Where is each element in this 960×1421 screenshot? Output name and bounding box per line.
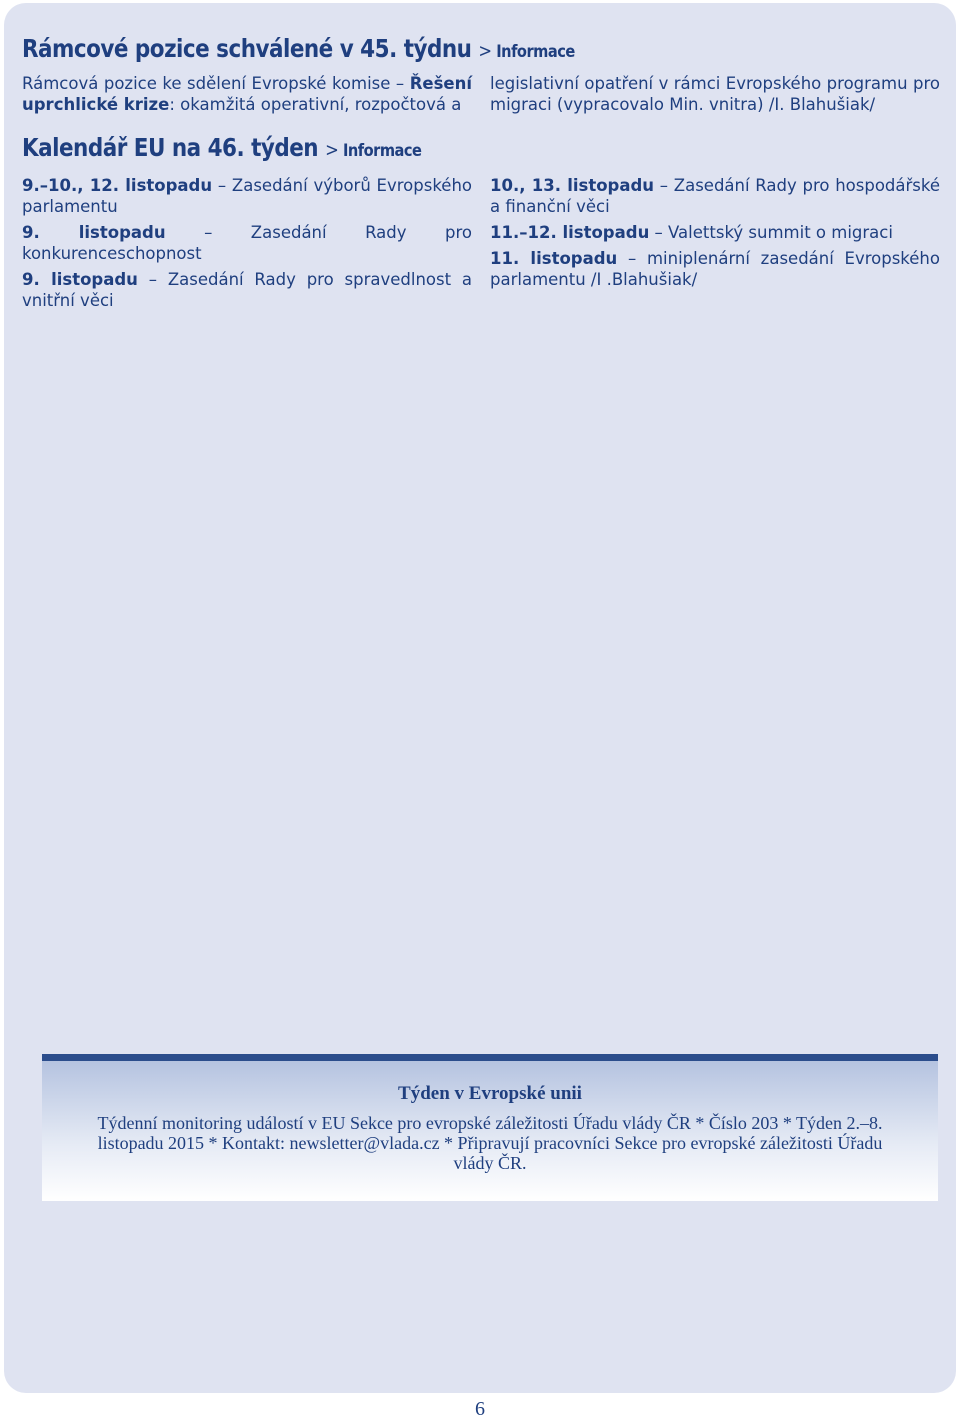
info-link[interactable]: Informace (496, 42, 575, 62)
arrow-icon: > (478, 40, 492, 62)
framework-position-topic: Řešení uprchlické krize (22, 74, 472, 114)
section-title: Kalendář EU na 46. týden (22, 133, 319, 162)
newsletter-info: Týdenní monitoring událostí v EU Sekce pro evropské záležitosti Úřadu vlády ČR * Číslo 203 * Týden 2.–8. listopadu 2015 * Kontakt: newsletter@vlada.cz * Připravují pracovníci Sekce pro evropské záležitosti Úřadu vlády ČR. (97, 1113, 883, 1173)
calendar-item: 9.–10., 12. listopadu – Zasedání výborů Evropského parlamentu (22, 176, 473, 216)
framework-position-text-left: Rámcová pozice ke sdělení Evropské komise – Řešení uprchlické krize: okamžitá operativní, rozpočtová a (22, 74, 472, 114)
calendar-right-column (490, 175, 940, 295)
section-framework-positions-heading (22, 34, 575, 63)
calendar-item: 9. listopadu – Zasedání Rady pro spravedlnost a vnitřní věci (22, 270, 472, 310)
framework-position-text-right: legislativní opatření v rámci Evropského programu pro migraci (vypracovalo Min. vnitra) /I. Blahušiak/ (490, 74, 940, 114)
newsletter-footer (42, 1054, 938, 1201)
section-title: Rámcové pozice schválené v 45. týdnu (22, 34, 472, 63)
calendar-item: 9. listopadu – Zasedání Rady pro konkurenceschopnost (22, 223, 472, 263)
section-eu-calendar-heading (22, 133, 421, 162)
calendar-item: 11. listopadu – miniplenární zasedání Evropského parlamentu /I .Blahušiak/ (490, 249, 940, 289)
calendar-left-column (22, 175, 472, 316)
arrow-icon: > (325, 139, 339, 161)
calendar-item: 10., 13. listopadu – Zasedání Rady pro hospodářské a finanční věci (490, 176, 941, 216)
calendar-item: 11.–12. listopadu – Valettský summit o migraci (490, 223, 893, 242)
info-link[interactable]: Informace (342, 141, 422, 161)
page-number: 6 (475, 1398, 485, 1420)
newsletter-title: Týden v Evropské unii (398, 1083, 582, 1104)
